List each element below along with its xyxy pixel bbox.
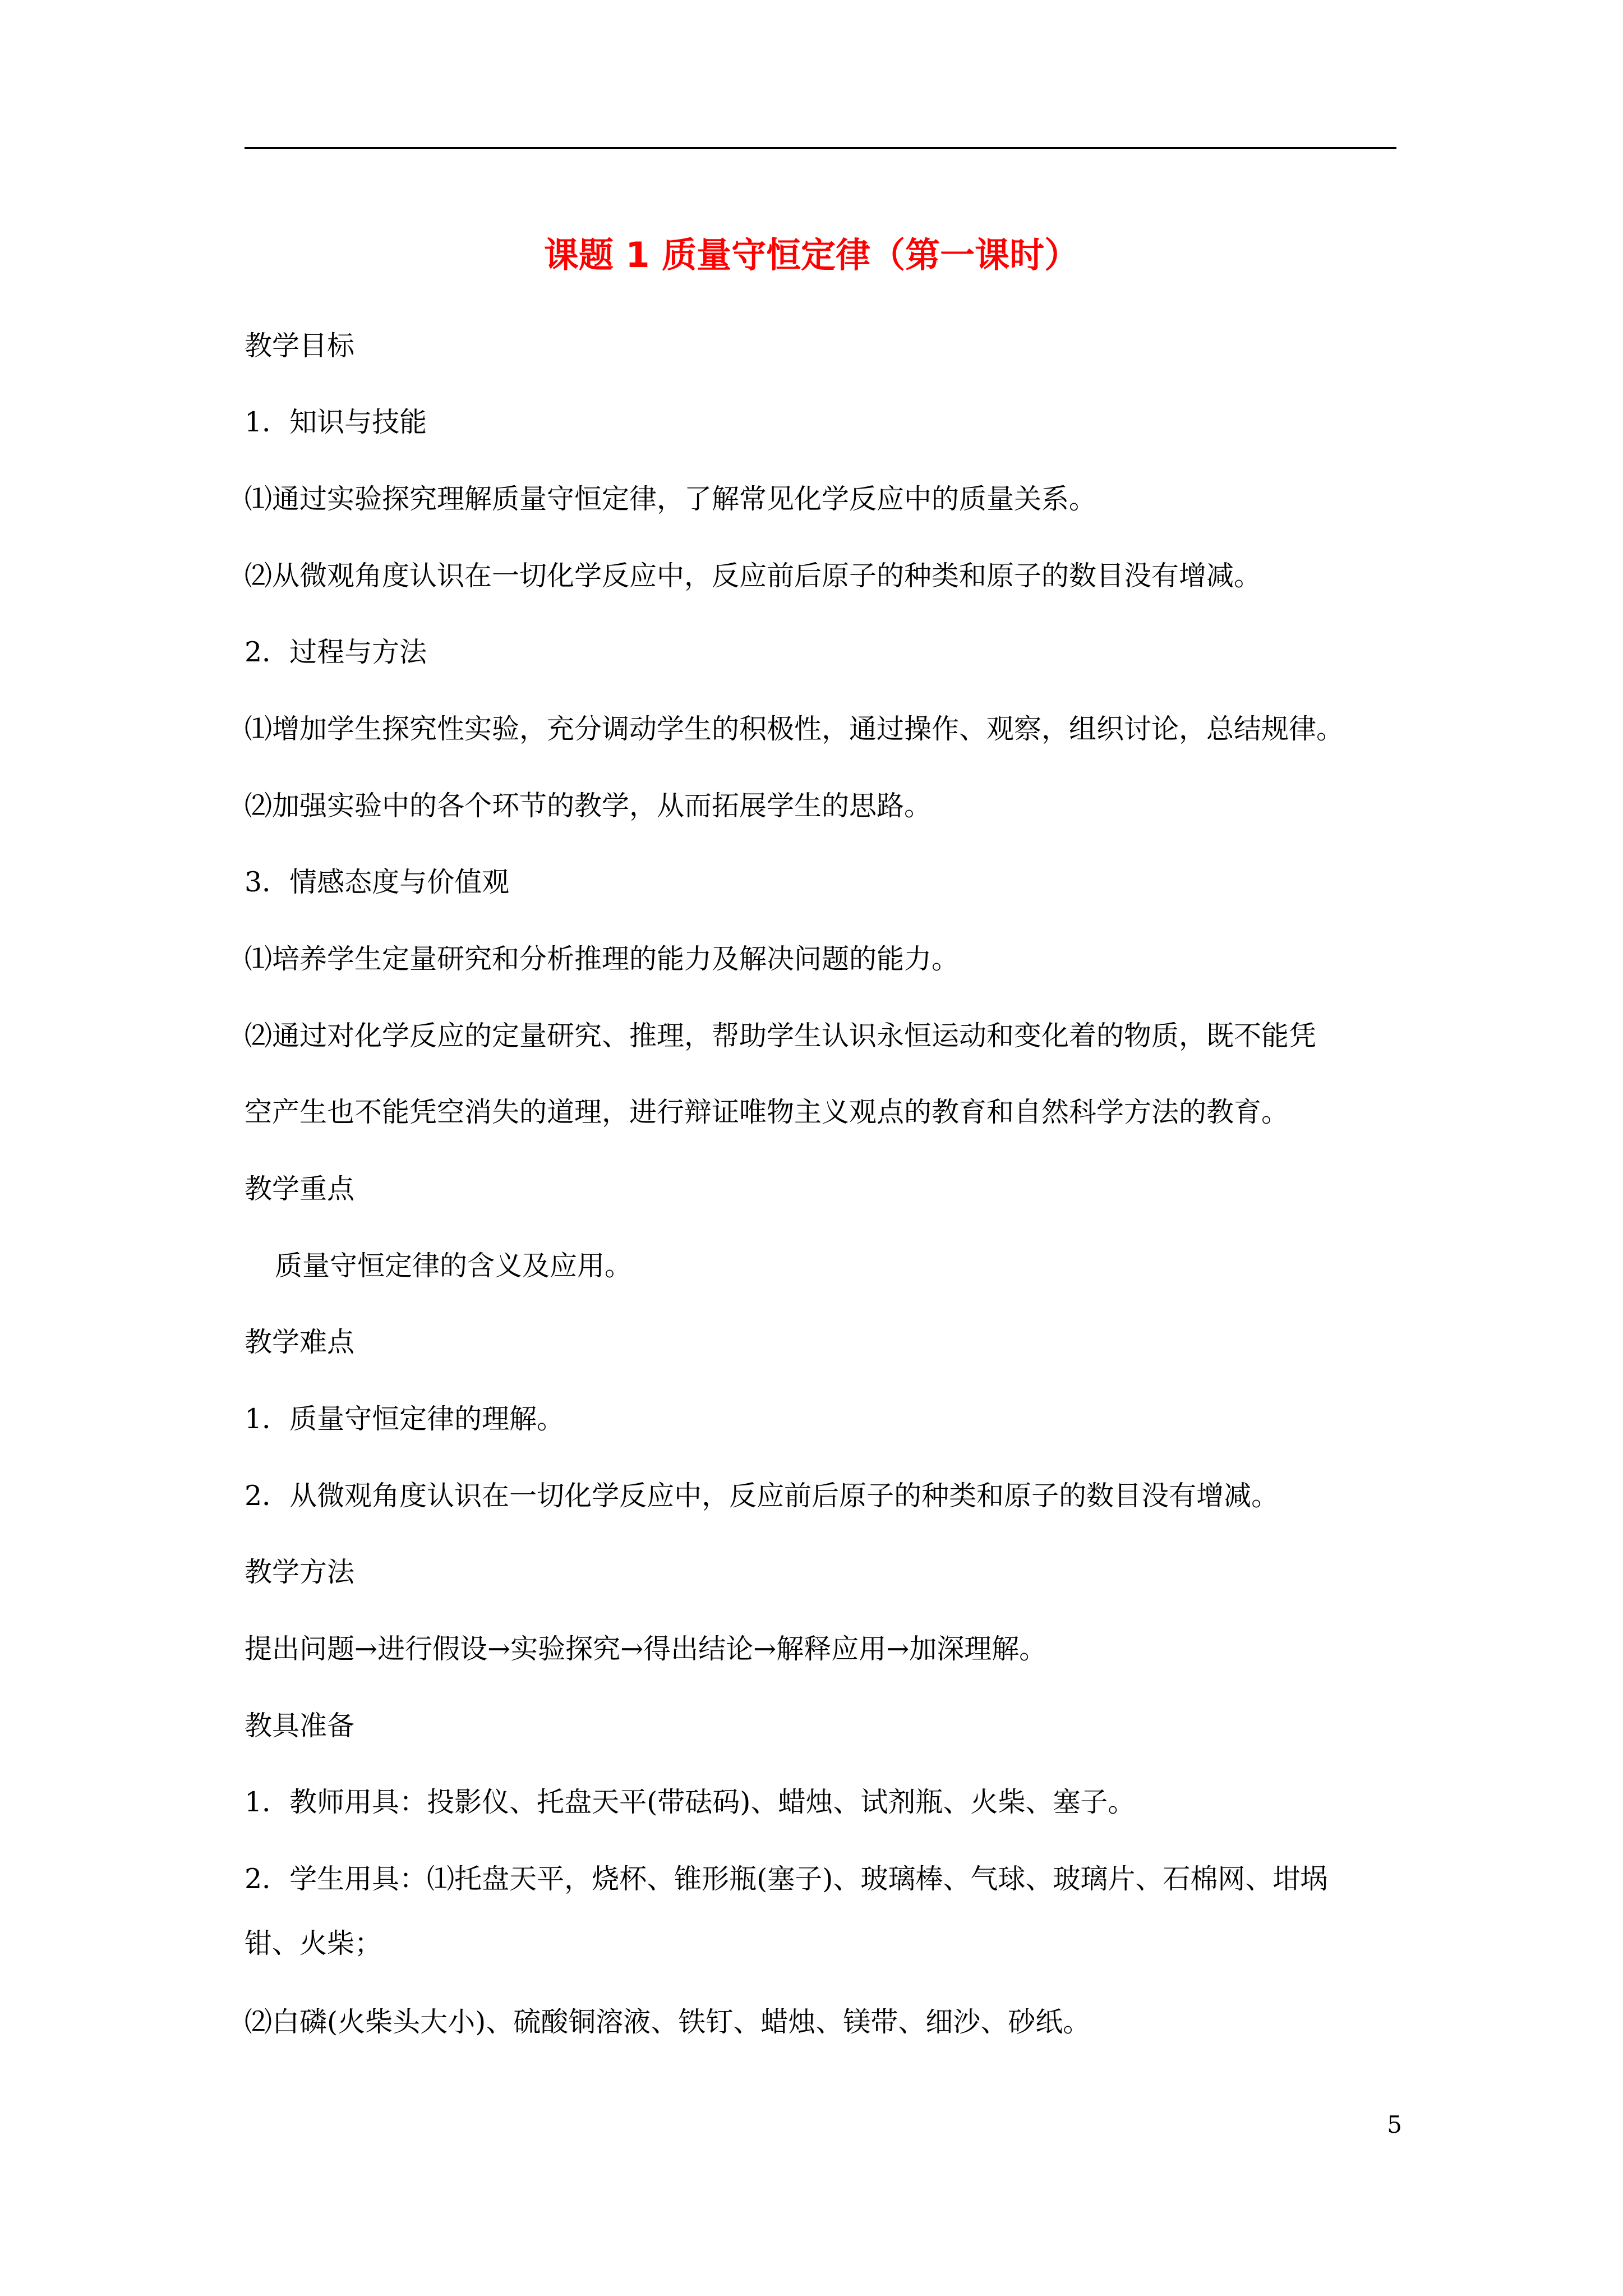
subheading-knowledge-skills: 1．知识与技能 [245, 406, 427, 438]
difficulty-item: 1．质量守恒定律的理解。 [245, 1403, 565, 1435]
aids-item-continued: 钳、火柴； [245, 1927, 382, 1959]
heading-teaching-objectives: 教学目标 [245, 330, 355, 362]
header-rule [245, 147, 1396, 149]
method-text: 提出问题→进行假设→实验探究→得出结论→解释应用→加深理解。 [245, 1633, 1047, 1665]
page-number: 5 [1387, 2111, 1402, 2138]
subheading-process-methods: 2．过程与方法 [245, 636, 427, 668]
heading-teaching-method: 教学方法 [245, 1556, 355, 1588]
objective-line: ⑵从微观角度认识在一切化学反应中，反应前后原子的种类和原子的数目没有增减。 [245, 560, 1262, 592]
aids-item: ⑵白磷(火柴头大小)、硫酸铜溶液、铁钉、蜡烛、镁带、细沙、砂纸。 [245, 2006, 1091, 2038]
objective-line: ⑵通过对化学反应的定量研究、推理，帮助学生认识永恒运动和变化着的物质，既不能凭 [245, 1020, 1317, 1052]
focus-text: 质量守恒定律的含义及应用。 [275, 1250, 633, 1282]
aids-item: 2．学生用具：⑴托盘天平，烧杯、锥形瓶(塞子)、玻璃棒、气球、玻璃片、石棉网、坩埚 [245, 1863, 1328, 1895]
objective-line-continued: 空产生也不能凭空消失的道理，进行辩证唯物主义观点的教育和自然科学方法的教育。 [245, 1096, 1289, 1128]
aids-item: 1．教师用具：投影仪、托盘天平(带砝码)、蜡烛、试剂瓶、火柴、塞子。 [245, 1786, 1136, 1818]
page-title: 课题 1 质量守恒定律（第一课时） [543, 234, 1080, 275]
subheading-attitude-values: 3．情感态度与价值观 [245, 866, 510, 898]
heading-teaching-aids: 教具准备 [245, 1710, 355, 1742]
heading-teaching-focus: 教学重点 [245, 1173, 355, 1205]
objective-line: ⑴培养学生定量研究和分析推理的能力及解决问题的能力。 [245, 943, 960, 975]
objective-line: ⑴增加学生探究性实验，充分调动学生的积极性，通过操作、观察，组织讨论，总结规律。 [245, 713, 1344, 745]
heading-teaching-difficulties: 教学难点 [245, 1326, 355, 1358]
objective-line: ⑴通过实验探究理解质量守恒定律，了解常见化学反应中的质量关系。 [245, 483, 1097, 515]
difficulty-item: 2．从微观角度认识在一切化学反应中，反应前后原子的种类和原子的数目没有增减。 [245, 1480, 1279, 1512]
objective-line: ⑵加强实验中的各个环节的教学，从而拓展学生的思路。 [245, 790, 932, 822]
